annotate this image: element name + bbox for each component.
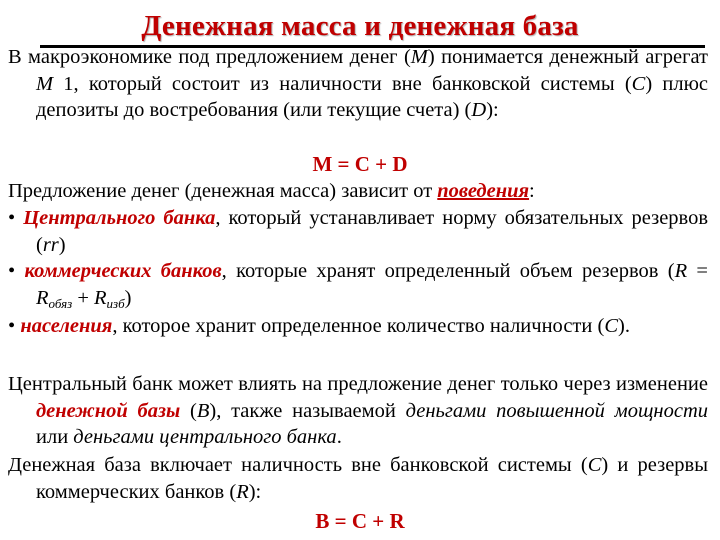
paragraph-money-supply-definition: В макроэкономике под предложением денег (M) понимается денежный агрегат M 1, который состоит из наличности вне банковской системы (C) плюс депозиты до востребования (или текущие счета) (D): bbox=[8, 46, 709, 121]
bullet-commercial-banks: • коммерческих банков, которые хранят определенный объем резервов $(R = R_{обяз} + R_{изб})$ bbox=[8, 260, 708, 311]
slide-title: Денежная масса и денежная база bbox=[141, 10, 579, 42]
paragraph-monetary-base-composition: Денежная база включает наличность вне банковской системы (C) и резервы коммерческих банков (R): bbox=[8, 454, 709, 503]
bullet-population: • населения, которое хранит определенное количество наличности (C). bbox=[8, 315, 630, 337]
paragraph-monetary-base: Центральный банк может влиять на предложение денег только через изменение денежной базы (B), также называемой деньгами повышенной мощности или деньгами центрального банка. bbox=[8, 373, 708, 448]
formula-money-supply: M = C + D bbox=[312, 152, 408, 176]
bullet-central-bank: • Центрального банка, который устанавливает норму обязательных резервов (rr) bbox=[8, 207, 709, 256]
formula-monetary-base: B = C + R bbox=[315, 509, 405, 533]
paragraph-money-supply-depends: Предложение денег (денежная масса) зависит от поведения: bbox=[8, 180, 535, 202]
